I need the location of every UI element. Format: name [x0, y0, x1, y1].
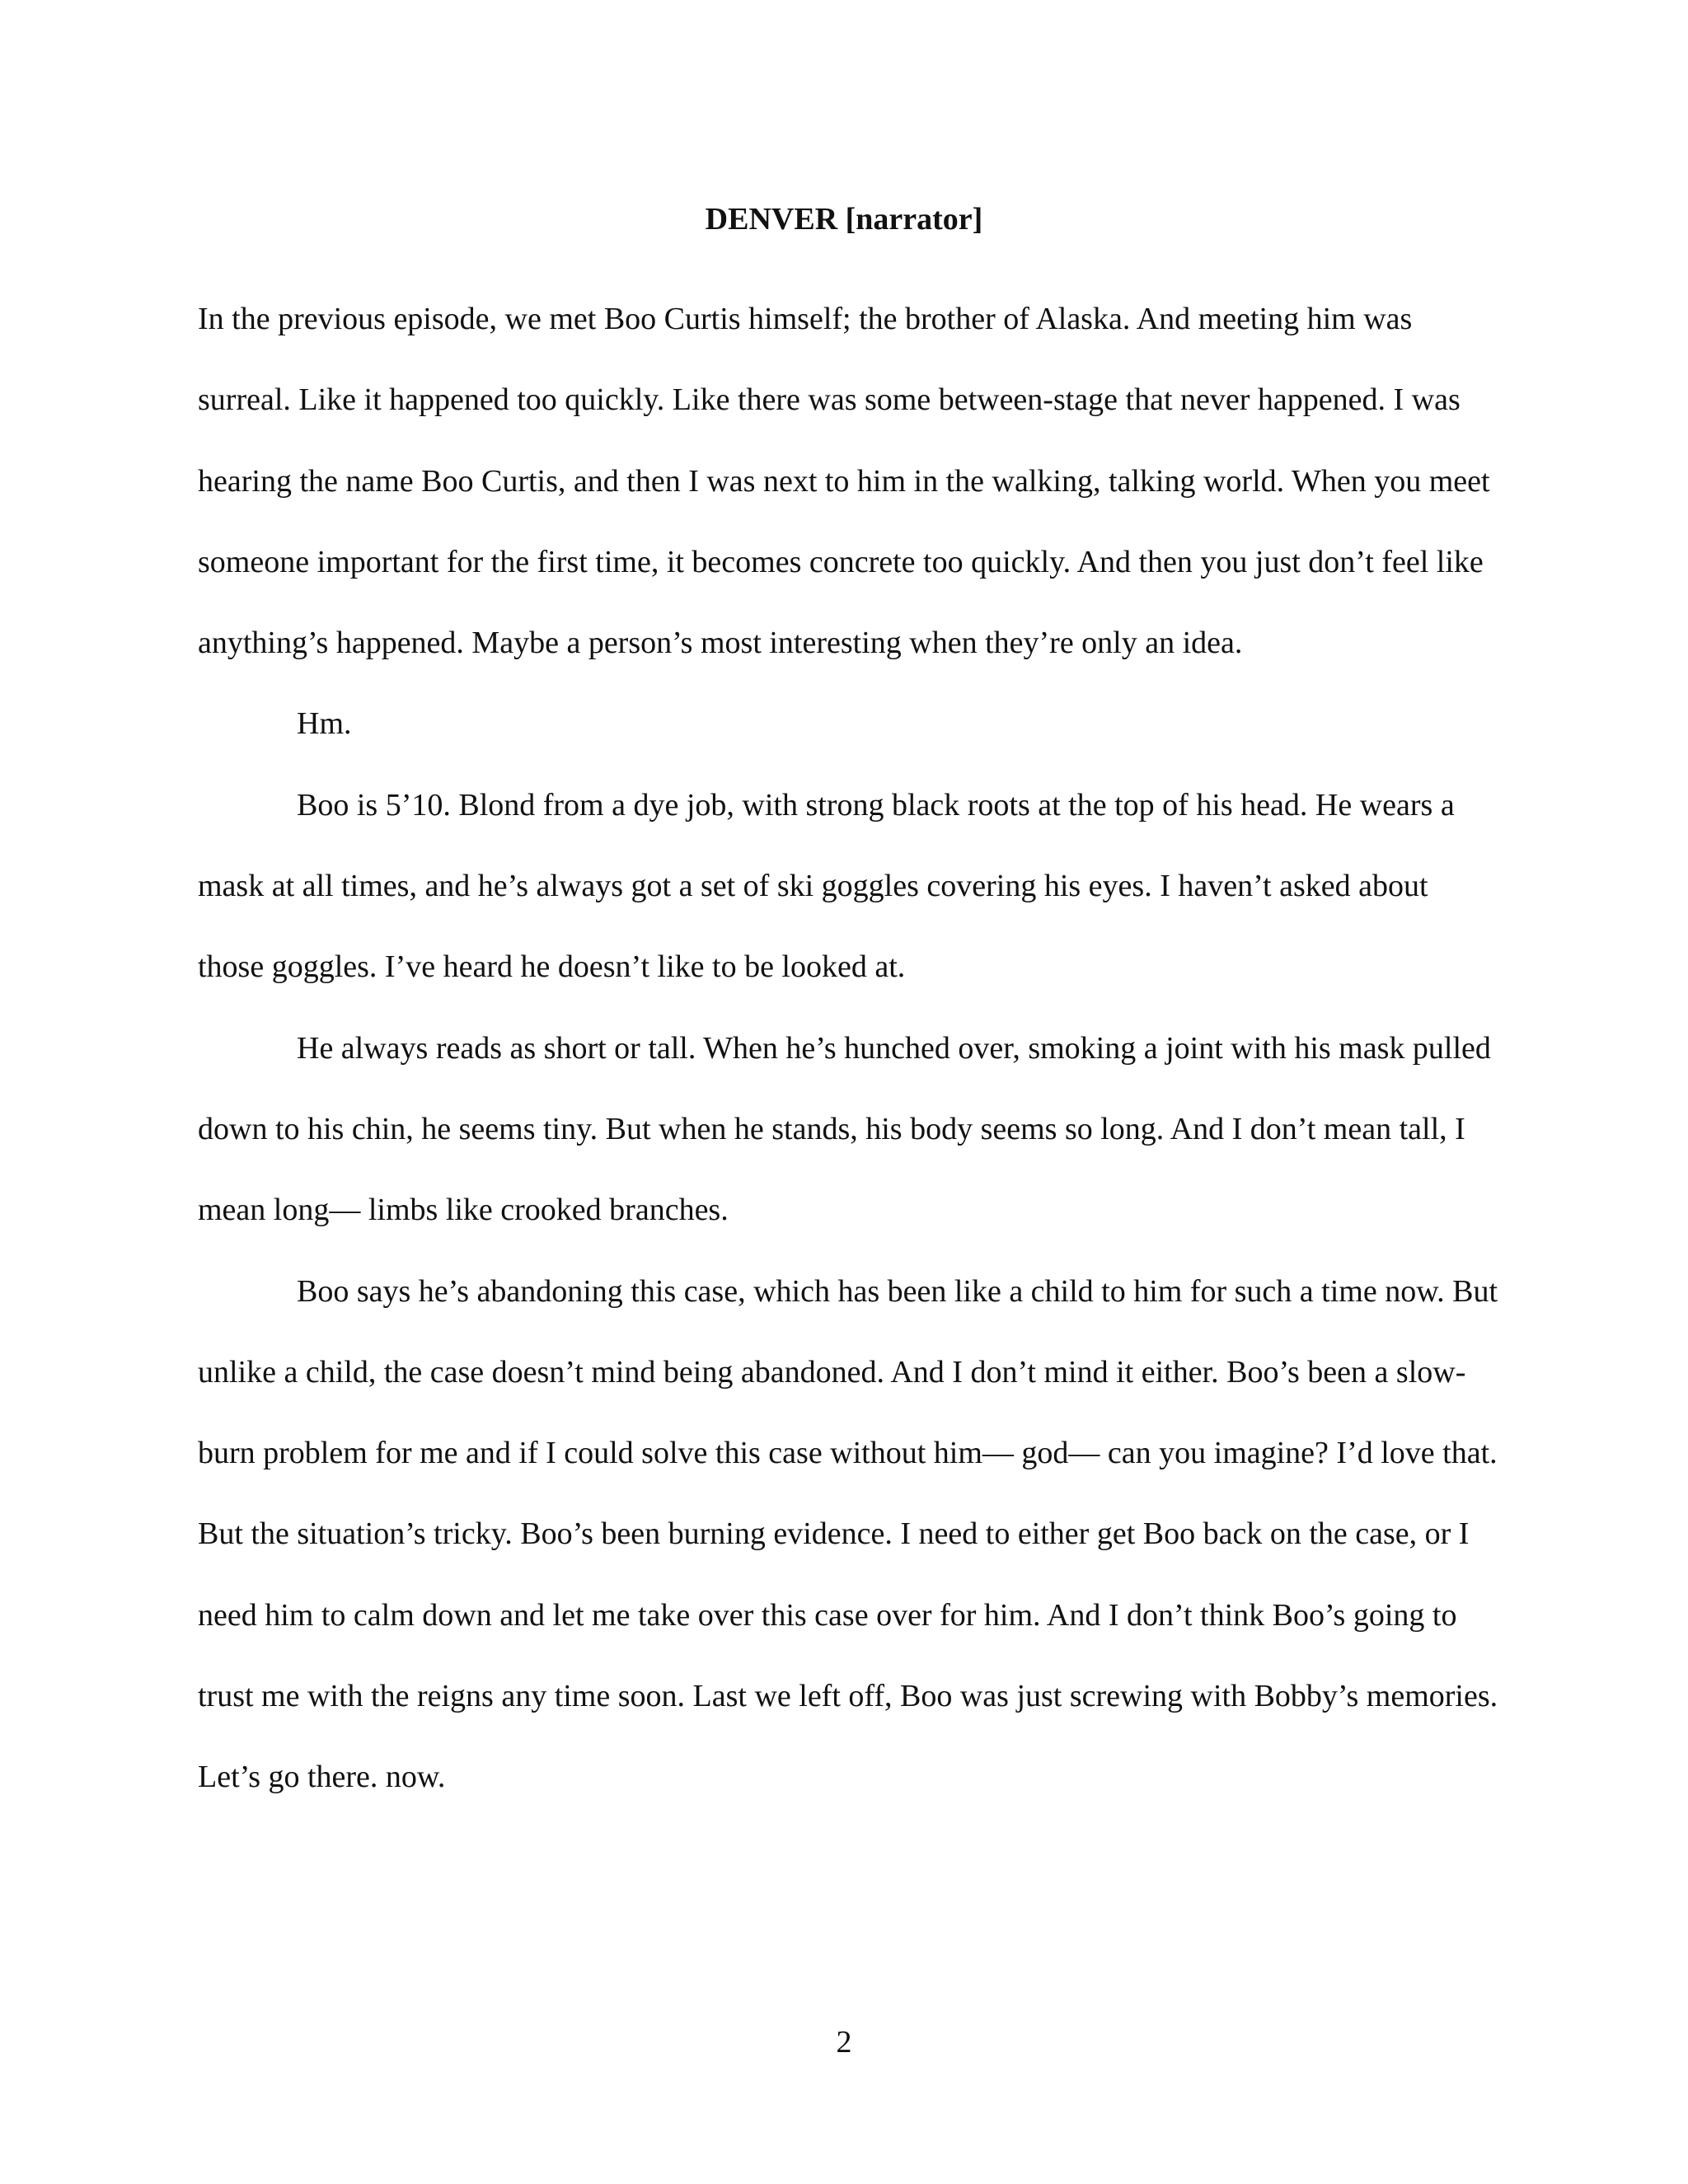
body-text — [198, 279, 1500, 1818]
page-number: 2 — [836, 2025, 852, 2060]
paragraph: In the previous episode, we met Boo Curtis himself; the brother of Alaska. And meeting him was surreal. Like it happened too quickly. Like there was some between-stage that never happened. I was hearing the name Boo Curtis, and then I was next to him in the walking, talking world. When you meet someone important for the first time, it becomes concrete too quickly. And then you just don’t feel like anything’s happened. Maybe a person’s most interesting when they’re only an idea. — [198, 302, 1490, 661]
page-heading: DENVER [narrator] — [705, 202, 983, 237]
paragraph: Boo is 5’10. Blond from a dye job, with strong black roots at the top of his head. He wears a mask at all times, and he’s always got a set of ski goggles covering his eyes. I haven’t asked about those goggles. I’ve heard he doesn’t like to be looked at. — [198, 787, 1455, 985]
paragraph: He always reads as short or tall. When he’s hunched over, smoking a joint with his mask pulled down to his chin, he seems tiny. But when he stands, his body seems so long. And I don’t mean tall, I mean long— limbs like crooked branches. — [198, 1030, 1491, 1228]
paragraph: Hm. — [297, 706, 352, 742]
paragraph: Boo says he’s abandoning this case, which has been like a child to him for such a time now. But unlike a child, the case doesn’t mind being abandoned. And I don’t mind it either. Boo’s been a slow-burn problem for me and if I could solve this case without him— god— can you imagine? I’d love that. But the situation’s tricky. Boo’s been burning evidence. I need to either get Boo back on the case, or I need him to calm down and let me take over this case over for him. And I don’t think Boo’s going to trust me with the reigns any time soon. Last we left off, Boo was just screwing with Bobby’s memories. Let’s go there. now. — [198, 1273, 1498, 1795]
